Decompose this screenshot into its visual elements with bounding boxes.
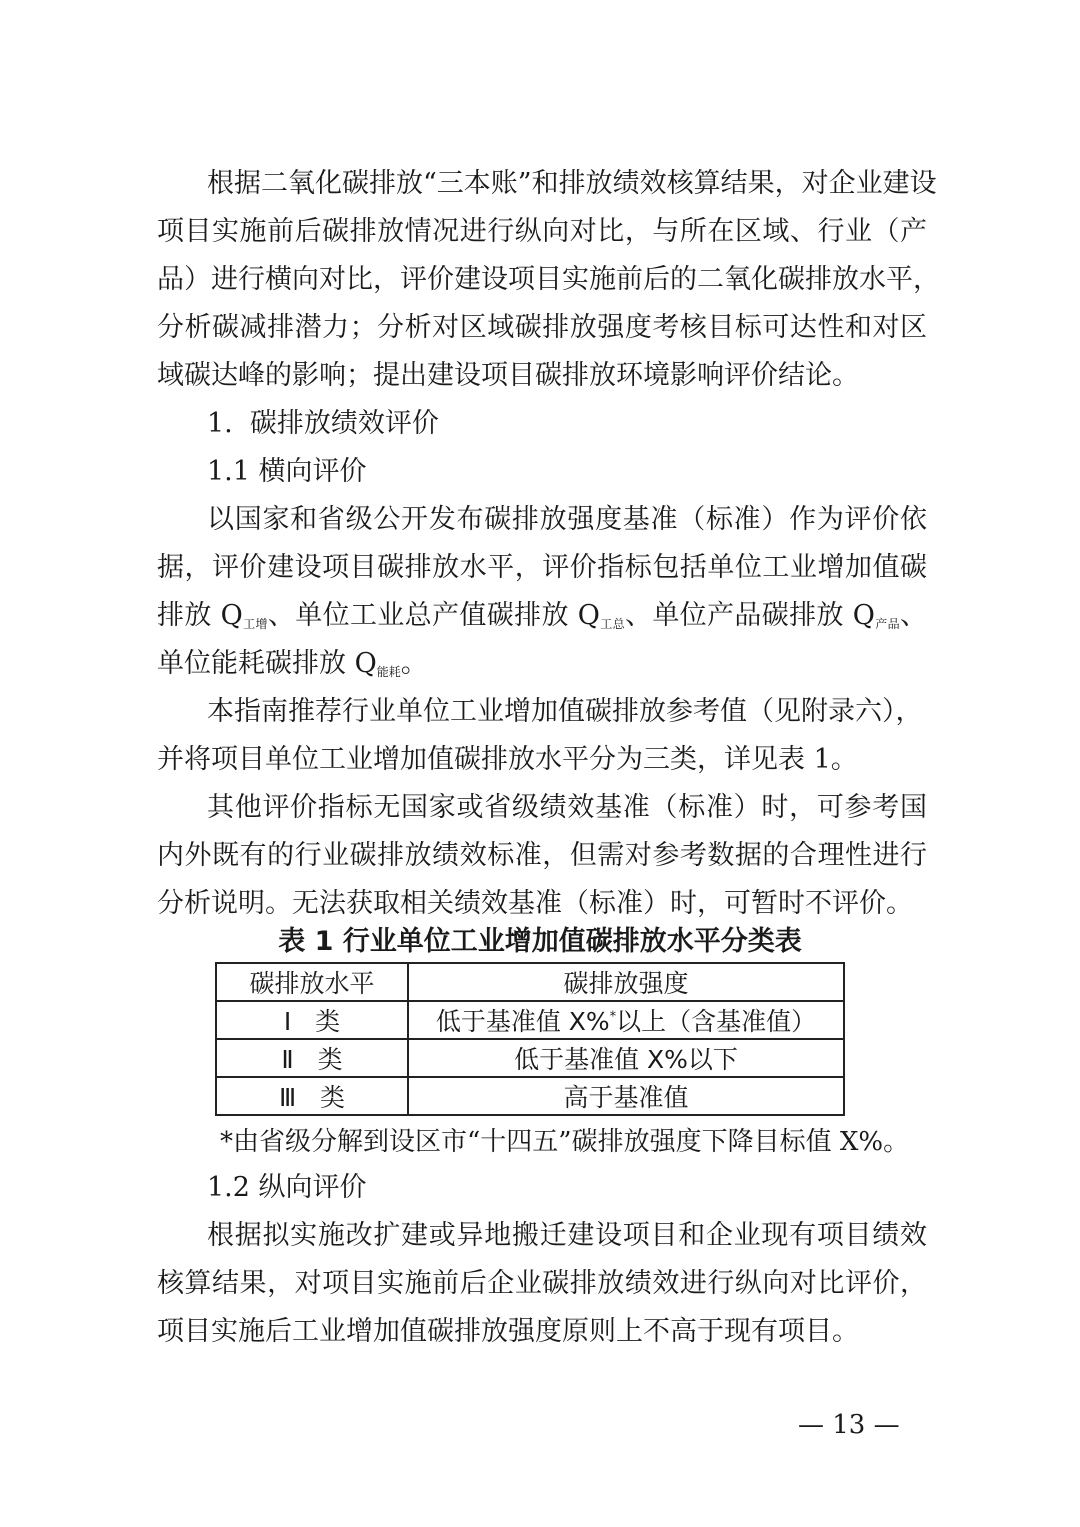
table-caption: 表 1 行业单位工业增加值碳排放水平分类表 (278, 926, 802, 957)
page-number: — 13 — (798, 1410, 900, 1440)
subscript: 产品 (874, 617, 900, 631)
table-cell: Ⅰ 类 (216, 1001, 408, 1039)
table-header-row (216, 963, 844, 1001)
table-header: 碳排放水平 (216, 963, 408, 1001)
paragraph-line: 本指南推荐行业单位工业增加值碳排放参考值（见附录六）， (207, 696, 923, 727)
paragraph-line: 项目实施前后碳排放情况进行纵向对比，与所在区域、行业（产 (157, 216, 927, 247)
paragraph-line: 分析碳减排潜力；分析对区域碳排放强度考核目标可达性和对区 (157, 312, 927, 343)
paragraph-line: 品）进行横向对比，评价建设项目实施前后的二氧化碳排放水平， (157, 264, 940, 295)
paragraph-line: 以国家和省级公开发布碳排放强度基准（标准）作为评价依 (207, 504, 927, 535)
table-cell: Ⅲ 类 (216, 1077, 408, 1115)
subscript: 工增 (242, 617, 268, 631)
table-cell: 低于基准值 X%以下 (408, 1039, 844, 1077)
classification-table (215, 962, 845, 1116)
table-row (216, 1039, 844, 1077)
paragraph-line: 分析说明。无法获取相关绩效基准（标准）时，可暂时不评价。 (157, 888, 913, 919)
paragraph-line: 域碳达峰的影响；提出建设项目碳排放环境影响评价结论。 (157, 360, 859, 391)
paragraph-line: 项目实施后工业增加值碳排放强度原则上不高于现有项目。 (157, 1316, 859, 1347)
paragraph-line: 单位能耗碳排放 Q能耗。 (157, 648, 428, 679)
paragraph-line: 核算结果，对项目实施前后企业碳排放绩效进行纵向对比评价， (157, 1268, 927, 1299)
heading-1-1: 1.1 横向评价 (207, 456, 367, 487)
subscript: 能耗 (376, 665, 401, 679)
paragraph-line: 据，评价建设项目碳排放水平，评价指标包括单位工业增加值碳 (157, 552, 927, 583)
table-row (216, 1077, 844, 1115)
table-footnote: *由省级分解到设区市“十四五”碳排放强度下降目标值 X%。 (220, 1127, 910, 1157)
paragraph-line: 其他评价指标无国家或省级绩效基准（标准）时，可参考国 (207, 792, 927, 823)
table-cell: Ⅱ 类 (216, 1039, 408, 1077)
table-row (216, 1001, 844, 1039)
paragraph-line: 并将项目单位工业增加值碳排放水平分为三类，详见表 1。 (157, 744, 858, 775)
footnote-marker: * (609, 1009, 617, 1025)
table-cell: 高于基准值 (408, 1077, 844, 1115)
heading-1: 1. 碳排放绩效评价 (207, 408, 439, 439)
heading-1-2: 1.2 纵向评价 (207, 1172, 367, 1203)
table-cell: 低于基准值 X%*以上（含基准值） (408, 1001, 844, 1039)
subscript: 工总 (599, 617, 625, 631)
paragraph-line: 排放 Q工增、单位工业总产值碳排放 Q工总、单位产品碳排放 Q产品、 (157, 600, 927, 631)
paragraph-line: 内外既有的行业碳排放绩效标准，但需对参考数据的合理性进行 (157, 840, 927, 871)
table-header: 碳排放强度 (408, 963, 844, 1001)
paragraph-line: 根据二氧化碳排放“三本账”和排放绩效核算结果，对企业建设 (207, 168, 937, 199)
paragraph-line: 根据拟实施改扩建或异地搬迁建设项目和企业现有项目绩效 (207, 1220, 927, 1251)
